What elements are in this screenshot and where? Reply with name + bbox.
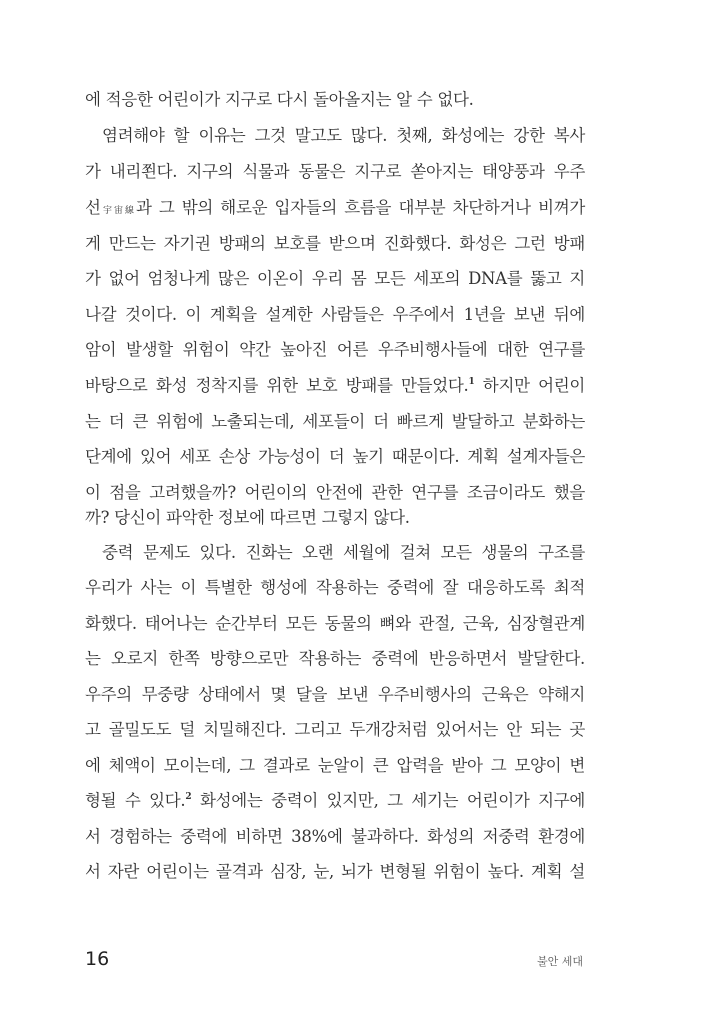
text-line	[85, 789, 585, 813]
text-fragment: 화성에는 중력이 있지만, 그 세기는 어린이가 지구에	[191, 791, 586, 810]
text-fragment: 바탕으로 화성 정착지를 위한 보호 방패를 만들었다.	[85, 376, 469, 395]
page-number: 16	[85, 948, 110, 970]
text-line: 가 없어 엄청나게 많은 이온이 우리 몸 모든 세포의 DNA를 뚫고 지	[85, 269, 585, 288]
text-fragment: 선	[85, 198, 101, 217]
text-line: 고 골밀도도 덜 치밀해진다. 그리고 두개강처럼 있어서는 안 되는 곳	[85, 720, 585, 739]
text-line: 우리가 사는 이 특별한 행성에 작용하는 중력에 잘 대응하도록 최적	[85, 578, 585, 597]
text-line: 중력 문제도 있다. 진화는 오랜 세월에 걸쳐 모든 생물의 구조를	[102, 543, 585, 562]
footnote-marker[interactable]: 1	[468, 377, 475, 387]
text-fragment: 과 그 밖의 해로운 입자들의 흐름을 대부분 차단하거나 비껴가	[135, 198, 585, 217]
text-line	[85, 196, 585, 220]
text-fragment: 형될 수 있다.	[85, 791, 186, 810]
text-line: 에 체액이 모이는데, 그 결과로 눈알이 큰 압력을 받아 그 모양이 변	[85, 756, 585, 775]
text-line: 서 경험하는 중력에 비하면 38%에 불과하다. 화성의 저중력 환경에	[85, 827, 585, 846]
text-line: 이 점을 고려했을까? 어린이의 안전에 관한 연구를 조금이라도 했을	[85, 483, 585, 502]
text-line: 우주의 무중량 상태에서 몇 달을 보낸 우주비행사의 근육은 약해지	[85, 685, 585, 704]
text-line	[85, 374, 585, 398]
hanja-annotation: 宇宙線	[100, 206, 136, 216]
text-line: 암이 발생할 위험이 약간 높아진 어른 우주비행사들에 대한 연구를	[85, 340, 585, 359]
text-line: 에 적응한 어린이가 지구로 다시 돌아올지는 알 수 없다.	[85, 90, 474, 109]
text-line: 염려해야 할 이유는 그것 말고도 많다. 첫째, 화성에는 강한 복사	[102, 126, 585, 145]
text-line: 화했다. 태어나는 순간부터 모든 동물의 뼈와 관절, 근육, 심장혈관계	[85, 614, 585, 633]
text-line: 서 자란 어린이는 골격과 심장, 눈, 뇌가 변형될 위험이 높다. 계획 설	[85, 862, 585, 881]
text-line: 단계에 있어 세포 손상 가능성이 더 높기 때문이다. 계획 설계자들은	[85, 447, 585, 466]
running-title: 불안 세대	[536, 955, 583, 968]
text-fragment: 하지만 어린이	[474, 376, 585, 395]
text-line: 는 더 큰 위험에 노출되는데, 세포들이 더 빠르게 발달하고 분화하는	[85, 412, 585, 431]
text-line: 까? 당신이 파악한 정보에 따르면 그렇지 않다.	[85, 508, 410, 527]
text-line: 가 내리쬔다. 지구의 식물과 동물은 지구로 쏟아지는 태양풍과 우주	[85, 162, 585, 181]
footnote-marker[interactable]: 2	[185, 792, 192, 802]
text-line: 나갈 것이다. 이 계획을 설계한 사람들은 우주에서 1년을 보낸 뒤에	[85, 305, 585, 324]
text-line: 게 만드는 자기권 방패의 보호를 받으며 진화했다. 화성은 그런 방패	[85, 234, 585, 253]
text-line: 는 오로지 한쪽 방향으로만 작용하는 중력에 반응하면서 발달한다.	[85, 649, 585, 668]
